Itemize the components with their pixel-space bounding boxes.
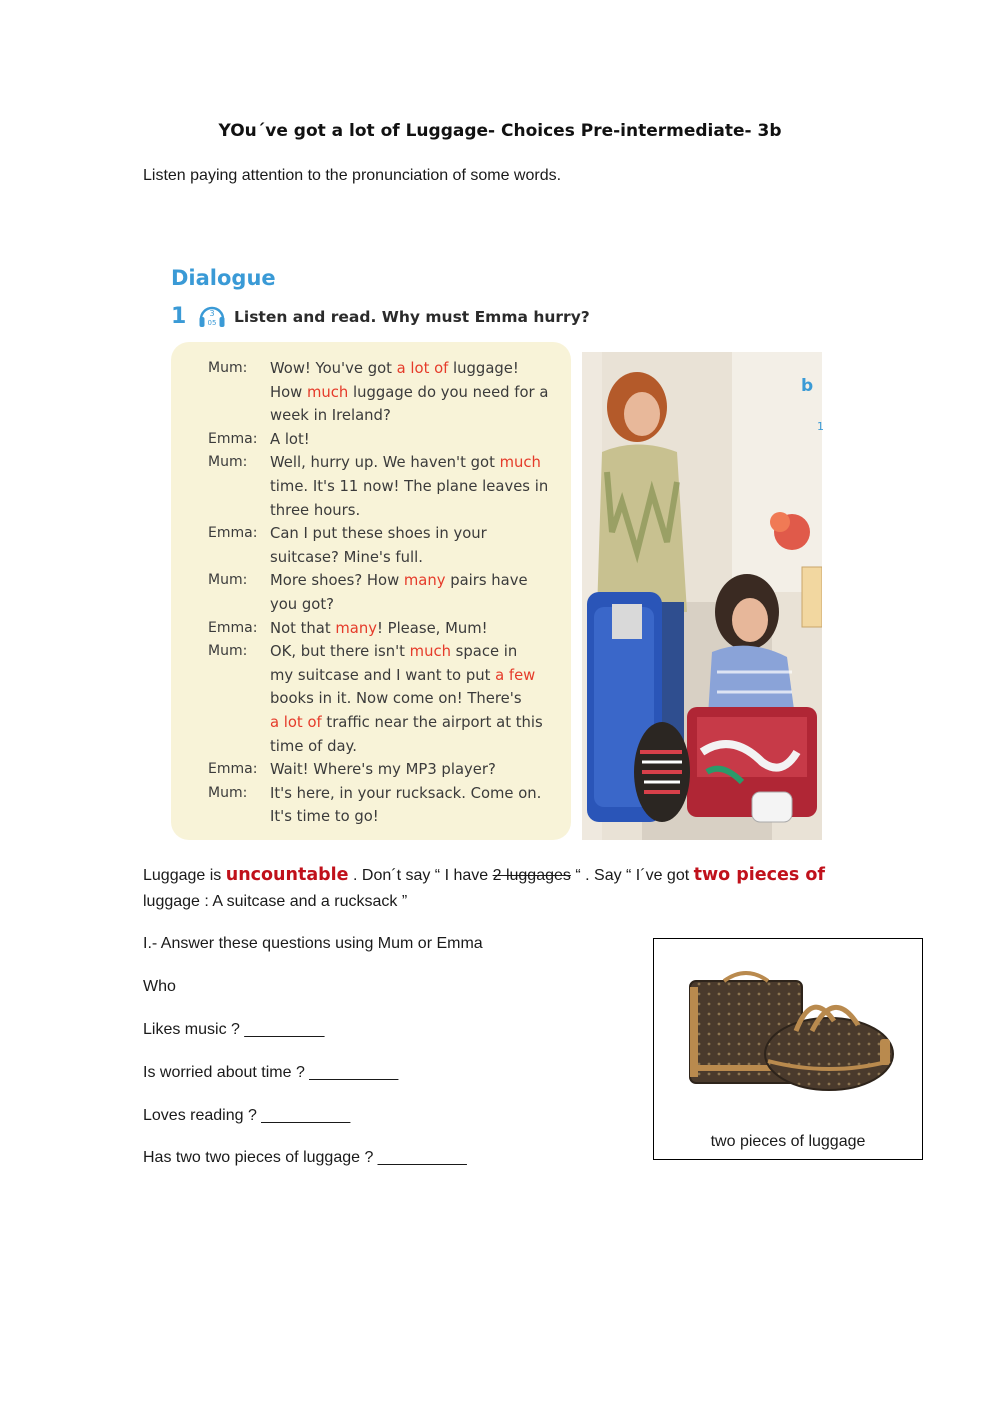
dialogue-box — [171, 342, 571, 840]
audio-track-top: 3 — [209, 309, 215, 318]
dialogue-line: Not that many! Please, Mum! — [270, 619, 488, 637]
luggage-illustration-box — [653, 938, 923, 1160]
rule-part1: Luggage is — [143, 867, 226, 884]
dialogue-line: Wait! Where's my MP3 player? — [270, 761, 496, 779]
dialogue-line: week in Ireland? — [270, 407, 391, 425]
exercise-number: 1 — [171, 304, 187, 329]
luggage-caption: two pieces of luggage — [710, 1133, 866, 1150]
dialogue-speaker: Mum: — [208, 454, 248, 471]
dialogue-speaker: Mum: — [208, 784, 248, 801]
dialogue-speaker: Mum: — [208, 360, 248, 376]
highlighted-quantifier: much — [409, 643, 451, 661]
exercise-heading: I.- Answer these questions using Mum or Emma — [143, 935, 483, 952]
dialogue-speaker: Emma: — [208, 619, 258, 636]
instruction-text: Listen paying attention to the pronunciation of some words. — [143, 167, 562, 184]
dialogue-line: three hours. — [270, 501, 361, 519]
dialogue-line: OK, but there isn't much space in — [270, 643, 518, 661]
who-label: Who — [143, 978, 176, 995]
highlighted-quantifier: a lot of — [396, 360, 449, 377]
dialogue-line: More shoes? How many pairs have — [270, 572, 528, 590]
highlighted-quantifier: a few — [495, 666, 536, 684]
rule-part3: “ . Say “ I´ve got — [570, 867, 694, 884]
page-title: YOu´ve got a lot of Luggage- Choices Pre-intermediate- 3b — [218, 121, 782, 141]
dialogue-line: It's time to go! — [270, 808, 379, 826]
dialogue-line: Can I put these shoes in your — [270, 525, 487, 543]
dialogue-speaker: Emma: — [208, 761, 258, 778]
margin-letter: b — [801, 376, 814, 396]
dialogue-line: a lot of traffic near the airport at this — [270, 714, 543, 731]
adjacent-page-margin — [797, 350, 823, 440]
question-3[interactable]: Loves reading ? __________ — [143, 1107, 351, 1124]
highlighted-quantifier: a lot of — [270, 714, 322, 731]
highlighted-quantifier: many — [335, 619, 378, 637]
dialogue-speaker: Mum: — [208, 572, 248, 589]
audio-track-bottom: 05 — [207, 319, 217, 327]
highlighted-quantifier: much — [499, 454, 541, 472]
dialogue-speaker: Mum: — [208, 643, 248, 660]
rule-part2: . Don´t say “ I have — [348, 867, 493, 884]
exercise-prompt: Listen and read. Why must Emma hurry? — [234, 308, 590, 326]
luggage-picture — [684, 969, 894, 1099]
margin-number: 1 — [817, 420, 824, 433]
rule-text-line2: luggage : A suitcase and a rucksack ” — [143, 893, 408, 910]
dialogue-line: time. It's 11 now! The plane leaves in — [270, 478, 549, 495]
dialogue-line: Wow! You've got a lot of luggage! — [270, 360, 519, 377]
dialogue-line: books in it. Now come on! There's — [270, 690, 522, 708]
question-1[interactable]: Likes music ? _________ — [143, 1021, 325, 1038]
dialogue-line: A lot! — [270, 430, 310, 448]
struck-wrong-form: 2 luggages — [492, 867, 571, 884]
rule-text — [143, 865, 825, 885]
dialogue-line: Well, hurry up. We haven't got much — [270, 454, 541, 472]
audio-headphones-icon — [197, 300, 227, 330]
dialogue-line: It's here, in your rucksack. Come on. — [270, 784, 542, 802]
question-2[interactable]: Is worried about time ? __________ — [143, 1064, 399, 1081]
dialogue-heading: Dialogue — [171, 266, 276, 290]
dialogue-line: my suitcase and I want to put a few — [270, 666, 536, 684]
dialogue-speaker: Emma: — [208, 525, 258, 542]
question-4[interactable]: Has two two pieces of luggage ? __________ — [143, 1149, 467, 1166]
photo-mum-emma-luggage — [582, 352, 822, 840]
uncountable-term: uncountable — [225, 865, 349, 885]
correct-form: two pieces of — [693, 865, 826, 885]
highlighted-quantifier: much — [307, 383, 349, 401]
dialogue-line: How much luggage do you need for a — [270, 383, 549, 401]
dialogue-line: suitcase? Mine's full. — [270, 548, 423, 566]
dialogue-speaker: Emma: — [208, 430, 258, 447]
dialogue-line: time of day. — [270, 737, 357, 755]
dialogue-line: you got? — [270, 596, 334, 613]
highlighted-quantifier: many — [403, 572, 446, 590]
